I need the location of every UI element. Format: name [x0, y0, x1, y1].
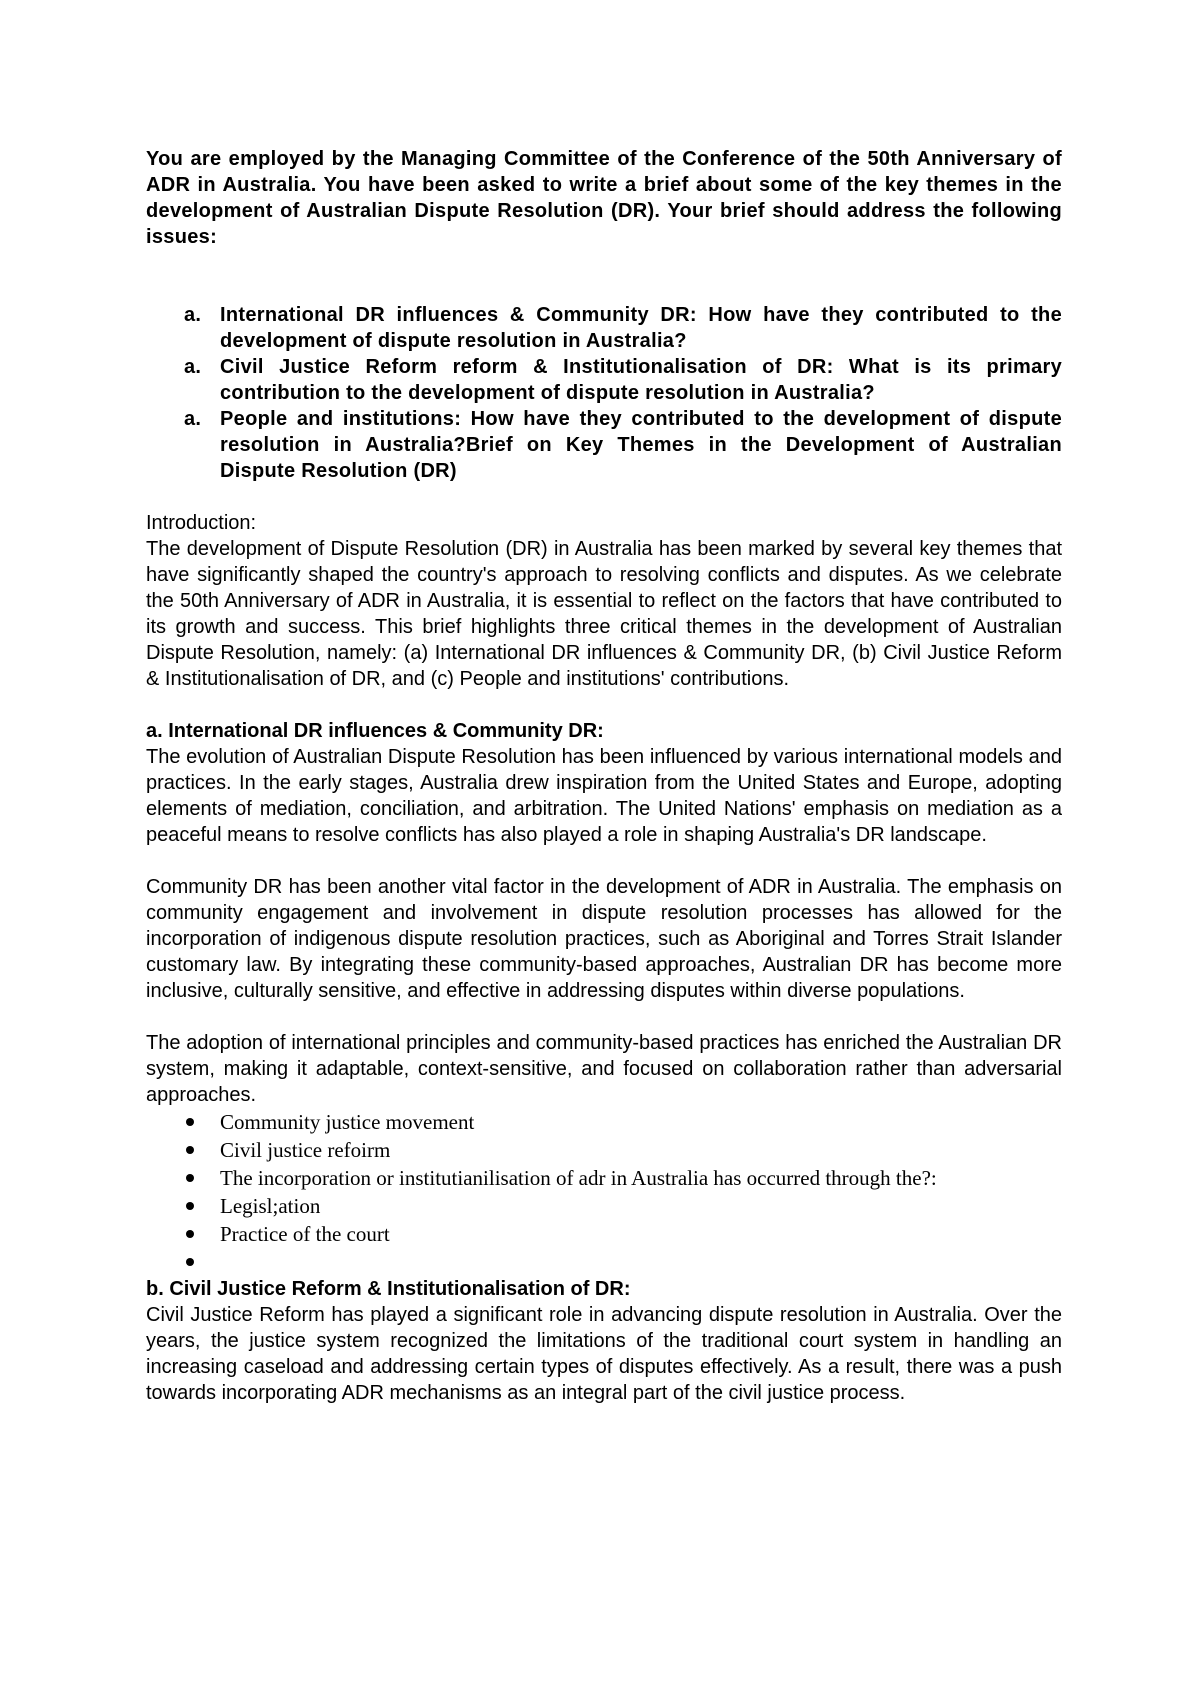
issue-marker: a.: [184, 356, 202, 378]
section-a-paragraph-2: Community DR has been another vital factor in the development of ADR in Australia. The emphasis on community engagement and involvement in dispute resolution processes has allowed for the incorporation of indigenous dispute resolution practices, such as Aboriginal and Torres Strait Islander customary law. By integrating these community-based approaches, Australian DR has become more inclusive, culturally sensitive, and effective in addressing disputes within diverse populations.: [146, 876, 1062, 1002]
bullet-text: Community justice movement: [220, 1110, 475, 1134]
issue-item: [146, 406, 1062, 484]
issue-text: People and institutions: How have they contributed to the development of dispute resolution in Australia?Brief on Key Themes in the Development of Australian Dispute Resolution (DR): [220, 408, 1062, 482]
section-a-paragraph-3: The adoption of international principles and community-based practices has enriched the Australian DR system, making it adaptable, context-sensitive, and focused on collaboration rather than adversarial approaches.: [146, 1032, 1062, 1106]
bullet-item: [146, 1136, 1062, 1164]
issues-list: [146, 302, 1062, 484]
notes-bullet-list: [146, 1108, 1062, 1276]
assignment-prompt: You are employed by the Managing Committee of the Conference of the 50th Anniversary of ADR in Australia. You have been asked to write a brief about some of the key themes in the development of Australian Dispute Resolution (DR). Your brief should address the following issues:: [146, 148, 1062, 248]
bullet-item: [146, 1248, 1062, 1276]
bullet-dot-icon: [146, 1202, 220, 1210]
bullet-item: [146, 1192, 1062, 1220]
bullet-text: Practice of the court: [220, 1222, 390, 1246]
intro-label: Introduction:: [146, 512, 257, 534]
bullet-item: [146, 1164, 1062, 1192]
intro-paragraph: The development of Dispute Resolution (DR) in Australia has been marked by several key themes that have significantly shaped the country's approach to resolving conflicts and disputes. As we celebrate the 50th Anniversary of ADR in Australia, it is essential to reflect on the factors that have contributed to its growth and success. This brief highlights three critical themes in the development of Australian Dispute Resolution, namely: (a) International DR influences & Community DR, (b) Civil Justice Reform & Institutionalisation of DR, and (c) People and institutions' contributions.: [146, 538, 1062, 690]
section-a-heading: a. International DR influences & Community DR:: [146, 720, 604, 742]
issue-item: [146, 354, 1062, 406]
issue-marker: a.: [184, 304, 202, 326]
section-b-paragraph-1: Civil Justice Reform has played a significant role in advancing dispute resolution in Australia. Over the years, the justice system recognized the limitations of the traditional court system in handling an increasing caseload and addressing certain types of disputes effectively. As a result, there was a push towards incorporating ADR mechanisms as an integral part of the civil justice process.: [146, 1304, 1062, 1404]
bullet-dot-icon: [146, 1174, 220, 1182]
bullet-text: Civil justice refoirm: [220, 1138, 391, 1162]
bullet-dot-icon: [146, 1146, 220, 1154]
issue-text: International DR influences & Community DR: How have they contributed to the development of dispute resolution in Australia?: [220, 304, 1062, 352]
bullet-dot-icon: [146, 1230, 220, 1238]
bullet-item: [146, 1108, 1062, 1136]
bullet-item: [146, 1220, 1062, 1248]
bullet-text: The incorporation or institutianilisation of adr in Australia has occurred through the?:: [220, 1166, 937, 1190]
issue-marker: a.: [184, 408, 202, 430]
section-a-paragraph-1: The evolution of Australian Dispute Resolution has been influenced by various international models and practices. In the early stages, Australia drew inspiration from the United States and Europe, adopting elements of mediation, conciliation, and arbitration. The United Nations' emphasis on mediation as a peaceful means to resolve conflicts has also played a role in shaping Australia's DR landscape.: [146, 746, 1062, 846]
bullet-dot-icon: [146, 1258, 220, 1266]
bullet-dot-icon: [146, 1118, 220, 1126]
bullet-text: Legisl;ation: [220, 1194, 321, 1218]
section-b-heading: b. Civil Justice Reform & Institutionalisation of DR:: [146, 1278, 631, 1300]
issue-text: Civil Justice Reform reform & Institutionalisation of DR: What is its primary contribution to the development of dispute resolution in Australia?: [220, 356, 1062, 404]
document-body: [146, 146, 1062, 1406]
issue-item: [146, 302, 1062, 354]
